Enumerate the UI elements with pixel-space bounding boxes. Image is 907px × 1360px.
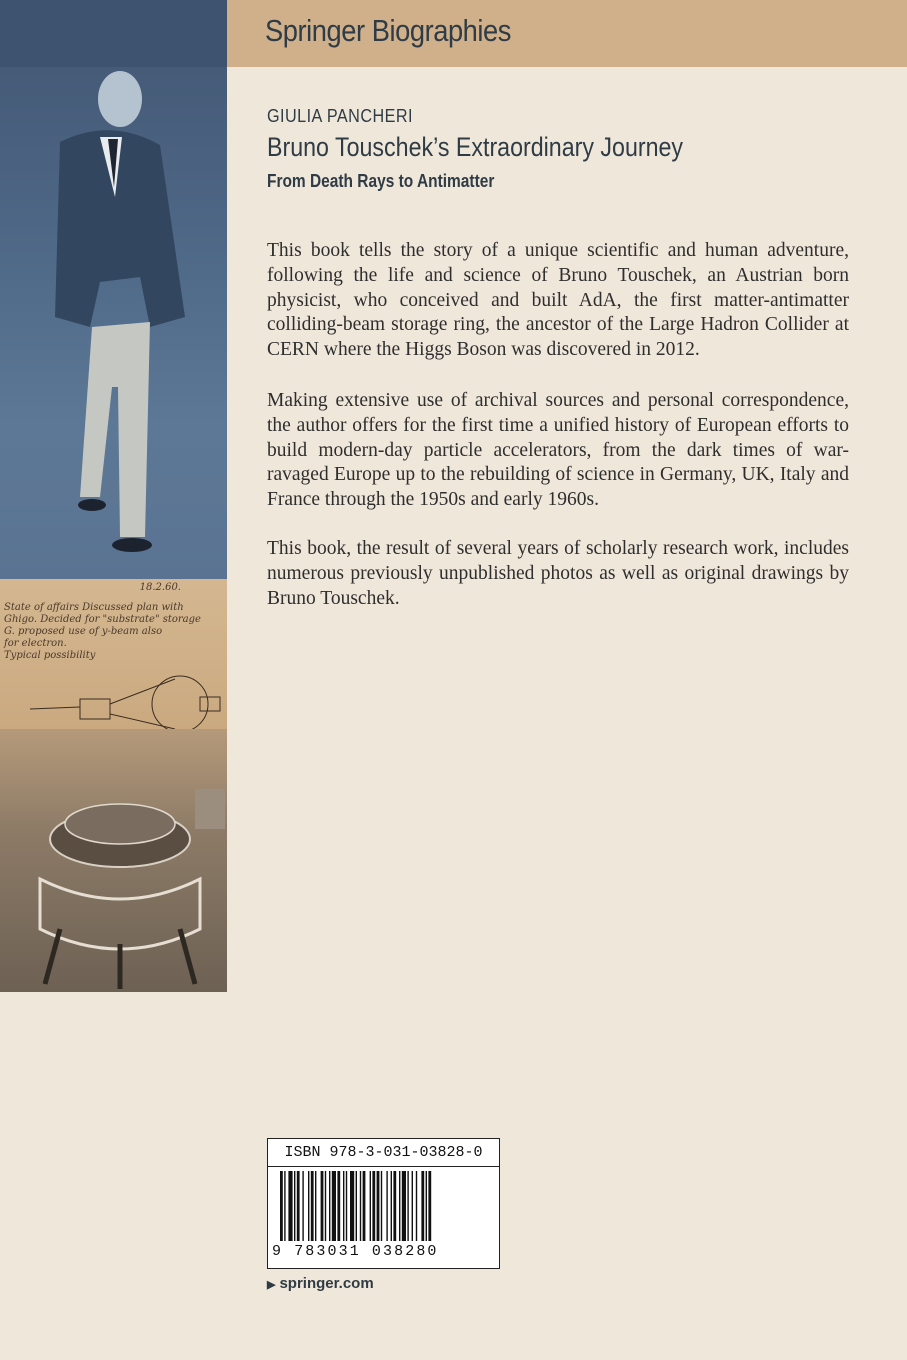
- barcode-bars-icon: [280, 1171, 488, 1249]
- cover-photo-strip: [0, 0, 227, 992]
- isbn-text: ISBN 978-3-031-03828-0: [268, 1139, 499, 1167]
- portrait-photo: [0, 67, 227, 579]
- sketch-line: for electron.: [4, 638, 67, 649]
- accelerator-photo: [0, 729, 227, 992]
- series-title: Springer Biographies: [265, 13, 511, 48]
- sketch-date: 18.2.60.: [139, 582, 181, 593]
- sketch-line: Ghigo. Decided for "substrate" storage: [4, 614, 201, 625]
- book-title: Bruno Touschek’s Extraordinary Journey: [267, 132, 684, 162]
- accelerator-machine-icon: [0, 729, 227, 992]
- book-subtitle: From Death Rays to Antimatter: [267, 171, 495, 191]
- triangle-right-icon: ▶: [267, 1279, 276, 1291]
- author-name: GIULIA PANCHERI: [267, 106, 413, 126]
- sketch-line: G. proposed use of y-beam also: [4, 626, 163, 637]
- photo-top-cap: [0, 0, 227, 67]
- portrait-figure-icon: [0, 67, 227, 579]
- sketch-line: State of affairs Discussed plan with: [4, 602, 184, 613]
- barcode-digits: 9 783031 038280: [272, 1243, 439, 1260]
- blurb-paragraph-2: Making extensive use of archival sources and personal correspondence, the author offers for the first time a unified history of European efforts to build modern-day particle accelerators, from the dark times of war-ravaged Europe up to the rebuilding of science in Germany, UK, Italy and France through the 1950s and early 1960s.: [267, 390, 849, 511]
- isbn-barcode: [267, 1138, 500, 1269]
- blurb-paragraph-1: This book tells the story of a unique scientific and human adventure, following the life and science of Bruno Touschek, an Austrian born physicist, who conceived and built AdA, the first matter-antimatter colliding-beam storage ring, the ancestor of the Large Hadron Collider at CERN where the Higgs Boson was discovered in 2012.: [267, 240, 849, 361]
- springer-link[interactable]: [267, 1275, 374, 1292]
- sketch-note: [0, 582, 227, 680]
- sketch-line: Typical possibility: [4, 650, 96, 661]
- springer-link-text: springer.com: [279, 1275, 374, 1292]
- blurb-paragraph-3: This book, the result of several years of scholarly research work, includes numerous previously unpublished photos as well as original drawings by Bruno Touschek.: [267, 538, 849, 609]
